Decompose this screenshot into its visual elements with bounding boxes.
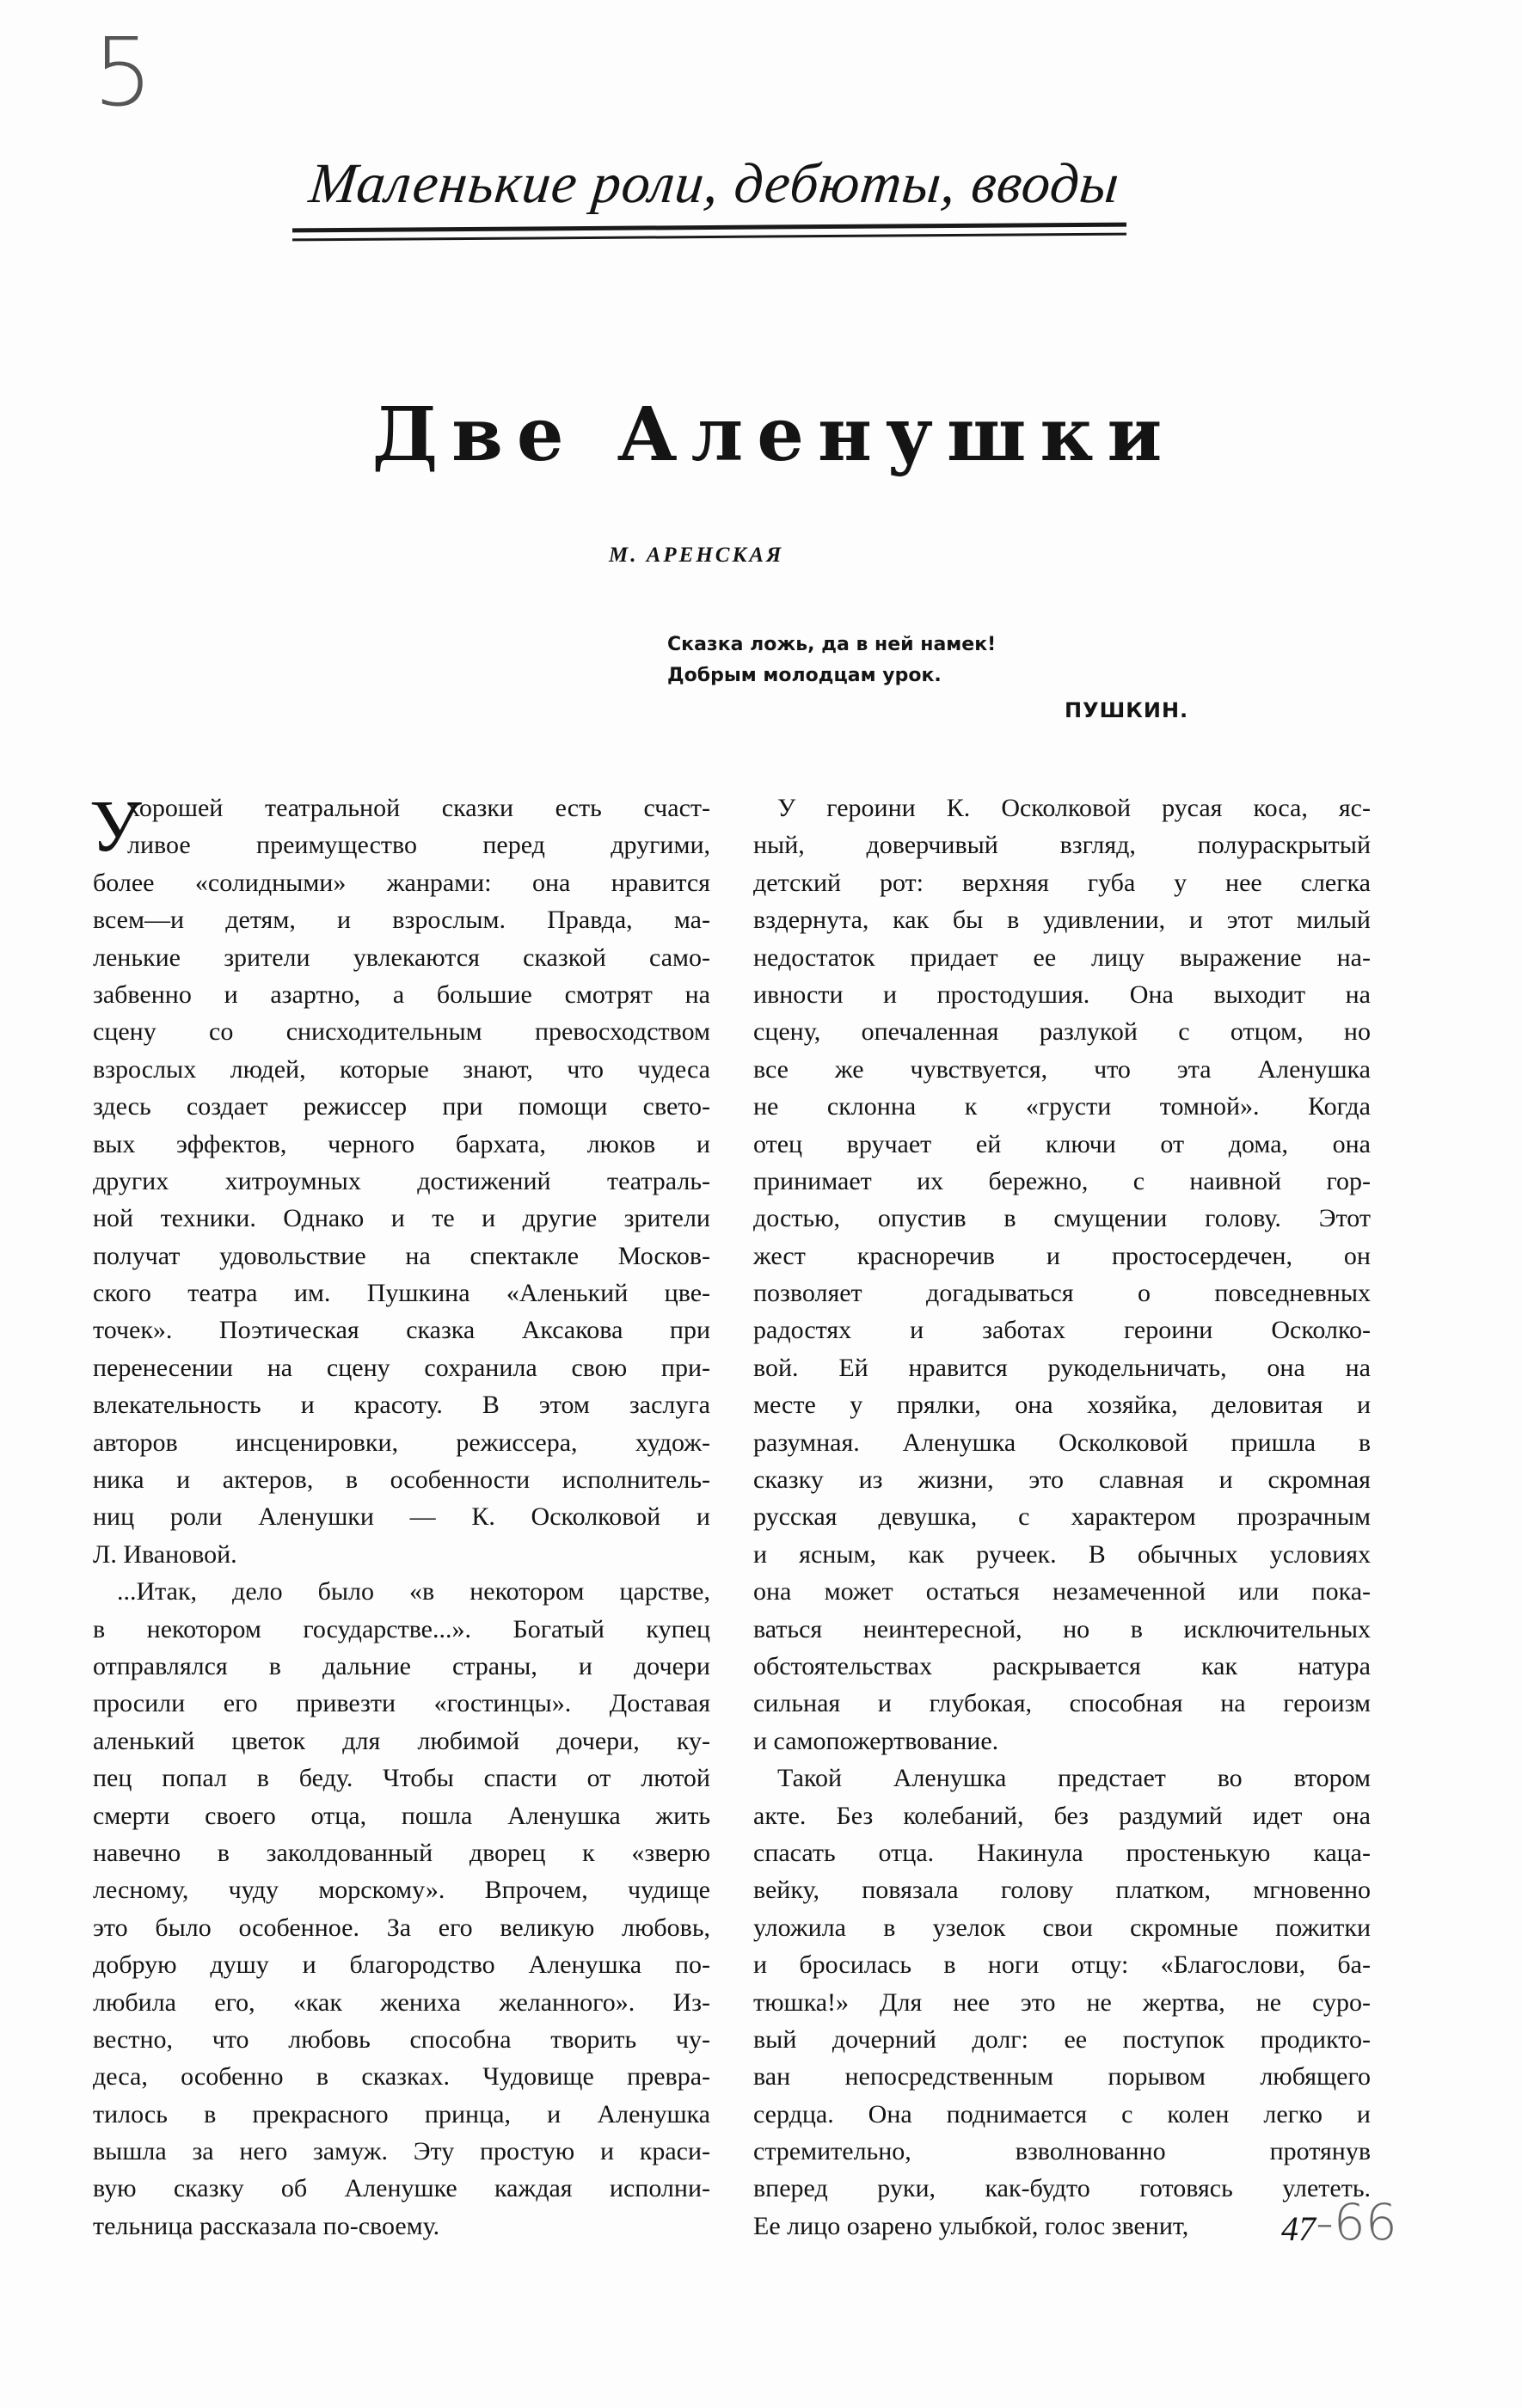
text-line: достью, опустив в смущении голову. Этот	[753, 1204, 1371, 1233]
text-line: более «солидными» жанрами: она нравится	[93, 868, 710, 897]
text-line: влекательность и красоту. В этом заслуга	[93, 1391, 710, 1420]
text-line: хорошей театральной сказки есть счаст-	[127, 794, 710, 822]
text-line: Ее лицо озарено улыбкой, голос звенит,	[753, 2211, 1189, 2240]
text-line: это было особенное. За его великую любовь,	[93, 1913, 710, 1942]
text-line: вой. Ей нравится рукодельничать, она на	[753, 1353, 1371, 1382]
text-line: акте. Без колебаний, без раздумий идет она	[753, 1801, 1371, 1830]
text-line: Л. Ивановой.	[93, 1539, 237, 1569]
text-line: вейку, повязала голову платком, мгновенно	[753, 1876, 1371, 1905]
text-line: обстоятельствах раскрывается как натура	[753, 1651, 1371, 1680]
text-line: детский рот: верхняя губа у нее слегка	[753, 868, 1371, 897]
text-line: разумная. Аленушка Осколковой пришла в	[753, 1428, 1371, 1457]
text-line: ниц роли Аленушки — К. Осколковой и	[93, 1502, 710, 1532]
text-line: радостях и заботах героини Осколко-	[753, 1316, 1371, 1345]
text-line: вздернута, как бы в удивлении, и этот милый	[753, 906, 1371, 935]
text-line: авторов инсценировки, режиссера, худож-	[93, 1428, 710, 1457]
text-line: и самопожертвование.	[753, 1726, 999, 1755]
text-line: и ясным, как ручеек. В обычных условиях	[753, 1539, 1371, 1569]
text-line: ван непосредственным порывом любящего	[753, 2062, 1371, 2092]
text-line: получат удовольствие на спектакле Москов-	[93, 1241, 710, 1270]
epigraph-source: ПУШКИН.	[1065, 698, 1189, 722]
text-line: вестно, что любовь способна творить чу-	[93, 2024, 710, 2054]
heading-rule	[292, 233, 1126, 242]
text-line: сердца. Она поднимается с колен легко и	[753, 2099, 1371, 2128]
text-line: тилось в прекрасного принца, и Аленушка	[93, 2099, 710, 2128]
text-line: ной техники. Однако и те и другие зрители	[93, 1204, 710, 1233]
text-line: в некотором государстве...». Богатый купец	[93, 1614, 710, 1643]
text-line: сцену со снисходительным превосходством	[93, 1017, 710, 1047]
text-line: жест красноречив и простосердечен, он	[753, 1241, 1371, 1270]
text-line: и бросилась в ноги отцу: «Благослови, ба-	[753, 1950, 1371, 1980]
text-line: лесному, чуду морскому». Впрочем, чудище	[93, 1876, 710, 1905]
text-line: деса, особенно в сказках. Чудовище превра-	[93, 2062, 710, 2092]
text-line: ...Итак, дело было «в некотором царстве,	[117, 1577, 710, 1606]
text-line: сильная и глубокая, способная на героизм	[753, 1689, 1371, 1718]
text-line: сказку из жизни, это славная и скромная	[753, 1465, 1371, 1495]
text-line: отец вручает ей ключи от дома, она	[753, 1129, 1371, 1158]
text-line: навечно в заколдованный дворец к «зверю	[93, 1838, 710, 1867]
text-line: перенесении на сцену сохранила свою при-	[93, 1353, 710, 1382]
text-line: ленькие зрители увлекаются сказкой само-	[93, 943, 710, 972]
text-line: смерти своего отца, пошла Аленушка жить	[93, 1801, 710, 1830]
text-line: позволяет догадываться о повседневных	[753, 1279, 1371, 1308]
text-line: принимает их бережно, с наивной гор-	[753, 1166, 1371, 1195]
text-line: забвенно и азартно, а большие смотрят на	[93, 980, 710, 1009]
text-line: вую сказку об Аленушке каждая исполни-	[93, 2174, 710, 2203]
drop-cap: У	[89, 784, 142, 867]
page-number: 47	[1281, 2209, 1316, 2248]
text-line: ивности и простодушия. Она выходит на	[753, 980, 1371, 1009]
paragraph	[753, 789, 1371, 1760]
text-line: вперед руки, как-будто готовясь улететь.	[753, 2174, 1371, 2203]
text-line: здесь создает режиссер при помощи свето-	[93, 1092, 710, 1121]
handwritten-number: -66	[1316, 2193, 1397, 2251]
heading-rule	[292, 223, 1126, 233]
handwritten-folio-number: 5	[93, 17, 153, 127]
text-line: добрую душу и благородство Аленушка по-	[93, 1950, 710, 1980]
text-line: любила его, «как жениха желанного». Из-	[93, 1987, 710, 2017]
text-line: других хитроумных достижений театраль-	[93, 1166, 710, 1195]
text-line: вышла за него замуж. Эту простую и краси-	[93, 2137, 710, 2166]
text-column-left	[89, 784, 710, 2245]
epigraph-line: Сказка ложь, да в ней намек!	[667, 634, 997, 655]
text-line: недостаток придает ее лицу выражение на-	[753, 943, 1371, 972]
text-line: вых эффектов, черного бархата, люков и	[93, 1129, 710, 1158]
text-line: спасать отца. Накинула простенькую каца-	[753, 1838, 1371, 1867]
text-line: точек». Поэтическая сказка Аксакова при	[93, 1316, 710, 1345]
paragraph	[753, 1760, 1371, 2245]
text-line: аленький цветок для любимой дочери, ку-	[93, 1726, 710, 1755]
text-line: уложила в узелок свои скромные пожитки	[753, 1913, 1371, 1942]
text-line: вый дочерний долг: ее поступок продикто-	[753, 2024, 1371, 2054]
text-line: ского театра им. Пушкина «Аленький цве-	[93, 1279, 710, 1308]
text-line: не склонна к «грусти томной». Когда	[753, 1092, 1371, 1121]
text-line: она может остаться незамеченной или пока-	[753, 1577, 1371, 1606]
text-line: месте у прялки, она хозяйка, деловитая и	[753, 1391, 1371, 1420]
text-line: взрослых людей, которые знают, что чудеса	[93, 1054, 710, 1084]
text-line: ливое преимущество перед другими,	[127, 831, 710, 860]
text-line: Такой Аленушка предстает во втором	[777, 1764, 1371, 1793]
epigraph-line: Добрым молодцам урок.	[667, 665, 942, 686]
text-line: пец попал в беду. Чтобы спасти от лютой	[93, 1764, 710, 1793]
section-heading: Маленькие роли, дебюты, вводы	[306, 152, 1123, 215]
text-line: ваться неинтересной, но в исключительных	[753, 1614, 1371, 1643]
text-line: просили его привезти «гостинцы». Доставая	[93, 1689, 710, 1718]
text-line: сцену, опечаленная разлукой с отцом, но	[753, 1017, 1371, 1047]
text-line: русская девушка, с характером прозрачным	[753, 1502, 1371, 1532]
text-line: отправлялся в дальние страны, и дочери	[93, 1651, 710, 1680]
article-author: М. АРЕНСКАЯ	[609, 544, 784, 567]
text-line: тельница рассказала по-своему.	[93, 2211, 440, 2240]
paragraph	[93, 789, 710, 1573]
text-line: стремительно, взволнованно протянув	[753, 2137, 1371, 2166]
text-line: ника и актеров, в особенности исполнитель-	[93, 1465, 710, 1495]
text-line: У героини К. Осколковой русая коса, яс-	[777, 794, 1371, 822]
paragraph	[93, 1573, 710, 2245]
text-line: всем—и детям, и взрослым. Правда, ма-	[93, 906, 710, 935]
text-line: все же чувствуется, что эта Аленушка	[753, 1054, 1371, 1084]
text-line: ный, доверчивый взгляд, полураскрытый	[753, 831, 1371, 860]
text-line: тюшка!» Для нее это не жертва, не суро-	[753, 1987, 1371, 2017]
epigraph	[667, 630, 996, 691]
article-title: Две Аленушки	[371, 391, 1176, 478]
text-column-right	[753, 789, 1371, 2245]
